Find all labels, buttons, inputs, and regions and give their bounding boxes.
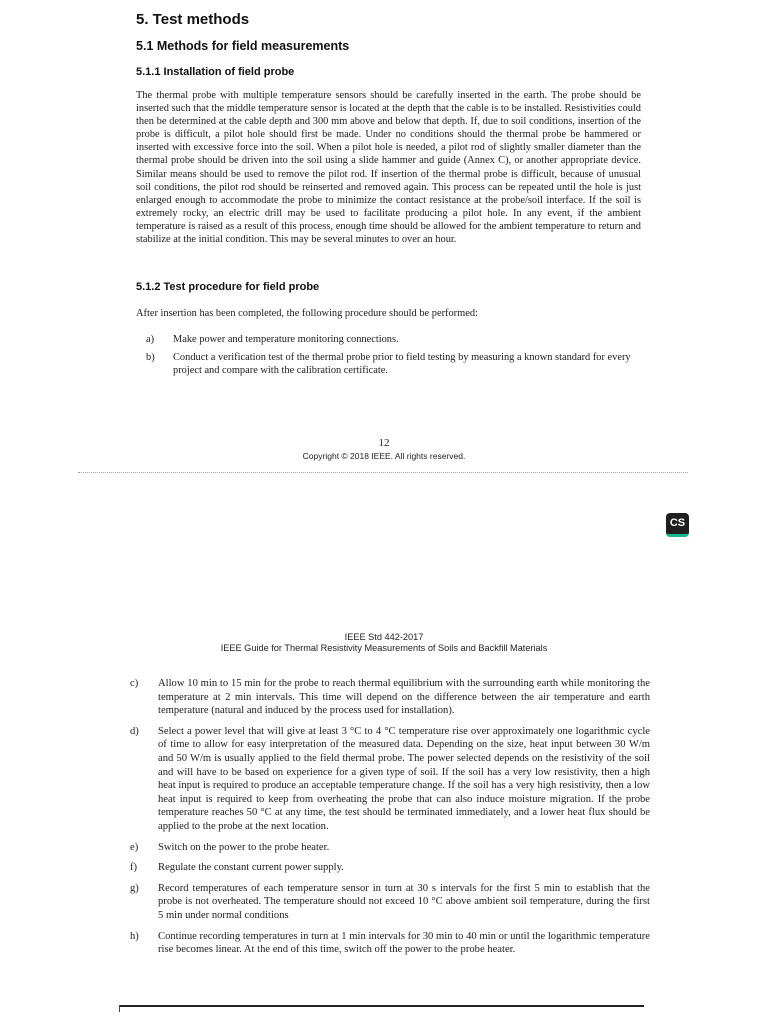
- list-item-label: b): [146, 352, 155, 364]
- list-item-label: g): [130, 882, 139, 894]
- footer-rule-tick: [119, 1005, 120, 1012]
- standard-header: [0, 632, 768, 654]
- section-heading: 5. Test methods: [136, 11, 250, 28]
- list-item-text: Regulate the constant current power supply.: [158, 862, 344, 874]
- subsection-heading: 5.1 Methods for field measurements: [136, 39, 350, 53]
- page-number: 12: [378, 437, 390, 449]
- list-item-text: Allow 10 min to 15 min for the probe to reach thermal equilibrium with the surrounding earth while monitoring the temperature at 2 min intervals. This time will depend on the difference between the air temperature and earth temperature (natural and induced by the process used for installation).: [158, 678, 650, 717]
- list-item-text: Conduct a verification test of the thermal probe prior to field testing by measuring a known standard for every project and compare with the calibration certificate.: [173, 352, 631, 377]
- subsubsection-heading-installation: 5.1.1 Installation of field probe: [136, 66, 295, 78]
- list-item-text: Make power and temperature monitoring connections.: [173, 334, 399, 345]
- list-item-text: Continue recording temperatures in turn at 1 min intervals for 30 min to 40 min or until the logarithmic temperature rise becomes linear. At the end of this time, switch off the power to the probe heater.: [158, 930, 650, 956]
- list-item: [136, 333, 646, 346]
- list-item-text: Select a power level that will give at least 3 °C to 4 °C temperature rise over approximately one logarithmic cycle of time to allow for easy interpretation of the measured data. Depending on the size, heat input between 30 W/m and 50 W/m is usually applied to the field thermal probe. The power selected depends on the resistivity of the soil and will have to be based on experience for a given type of soil. If the soil has a very low resistivity, then a high heat input is required to produce an acceptable temperature change. If the soil has a very high resistivity, then a low heat input is required to keep from overheating the probe that can also induce moisture migration. If the probe temperature reaches 50 °C at any time, the test should be terminated immediately, and a lower heat flux should be applied to the probe at the next location.: [158, 725, 650, 832]
- subsubsection-heading-procedure: 5.1.2 Test procedure for field probe: [136, 281, 320, 293]
- list-item-label: e): [130, 841, 139, 853]
- list-item-label: f): [130, 862, 138, 874]
- list-item: [130, 841, 650, 855]
- list-item: [130, 677, 650, 718]
- list-item-label: d): [130, 725, 139, 737]
- list-item-label: a): [146, 334, 155, 345]
- procedure-list-bottom: [130, 677, 650, 964]
- standard-number: IEEE Std 442-2017: [344, 632, 424, 642]
- list-item: [130, 882, 650, 923]
- procedure-list-top: [136, 333, 646, 382]
- list-item: [130, 930, 650, 957]
- list-item: [130, 861, 650, 875]
- list-item-label: h): [130, 930, 139, 942]
- list-item: [136, 351, 646, 377]
- camscanner-logo-icon: CS: [666, 513, 689, 537]
- footer-rule: [120, 1005, 644, 1007]
- copyright-notice: Copyright © 2018 IEEE. All rights reserved.: [302, 451, 466, 461]
- list-item-label: c): [130, 678, 139, 689]
- list-item: [130, 725, 650, 834]
- standard-title: IEEE Guide for Thermal Resistivity Measurements of Soils and Backfill Materials: [220, 643, 548, 653]
- installation-paragraph: The thermal probe with multiple temperature sensors should be carefully inserted in the earth. The probe should be inserted such that the middle temperature sensor is located at the depth that the cable is to be installed. Resistivities could then be determined at the cable depth and 300 mm above and below that depth. If, due to soil conditions, insertion of the probe is difficult, a pilot hole should first be made. Under no conditions should the thermal probe be hammered or inserted with excessive force into the soil. When a pilot hole is needed, a pilot rod of slightly smaller diameter than the thermal probe should be driven into the soil using a slide hammer and guide (Annex C), or another appropriate device. Similar means should be used to remove the pilot rod. If insertion of the thermal probe is difficult, because of unusual soil conditions, the pilot rod should be reinserted and removed again. This process can be repeated until the hole is just enlarged enough to accommodate the probe to minimize the contact resistance at the probe/soil interface. If the soil is extremely rocky, an electric drill may be used to facilitate producing a pilot hole. In any event, if the ambient temperature is raised as a result of this process, enough time should be allowed for the ambient temperature to return and stabilize at the initial condition. This may be several minutes to over an hour.: [136, 90, 641, 246]
- list-item-text: Switch on the power to the probe heater.: [158, 841, 330, 853]
- list-item-text: Record temperatures of each temperature sensor in turn at 30 s intervals for the first 5 min to establish that the probe is not overheated. The temperature should not exceed 10 °C above ambient soil temperature, during the first 5 min under normal conditions: [158, 882, 650, 921]
- page-break-dotted-line: [78, 472, 688, 475]
- procedure-intro-paragraph: After insertion has been completed, the following procedure should be performed:: [136, 308, 478, 319]
